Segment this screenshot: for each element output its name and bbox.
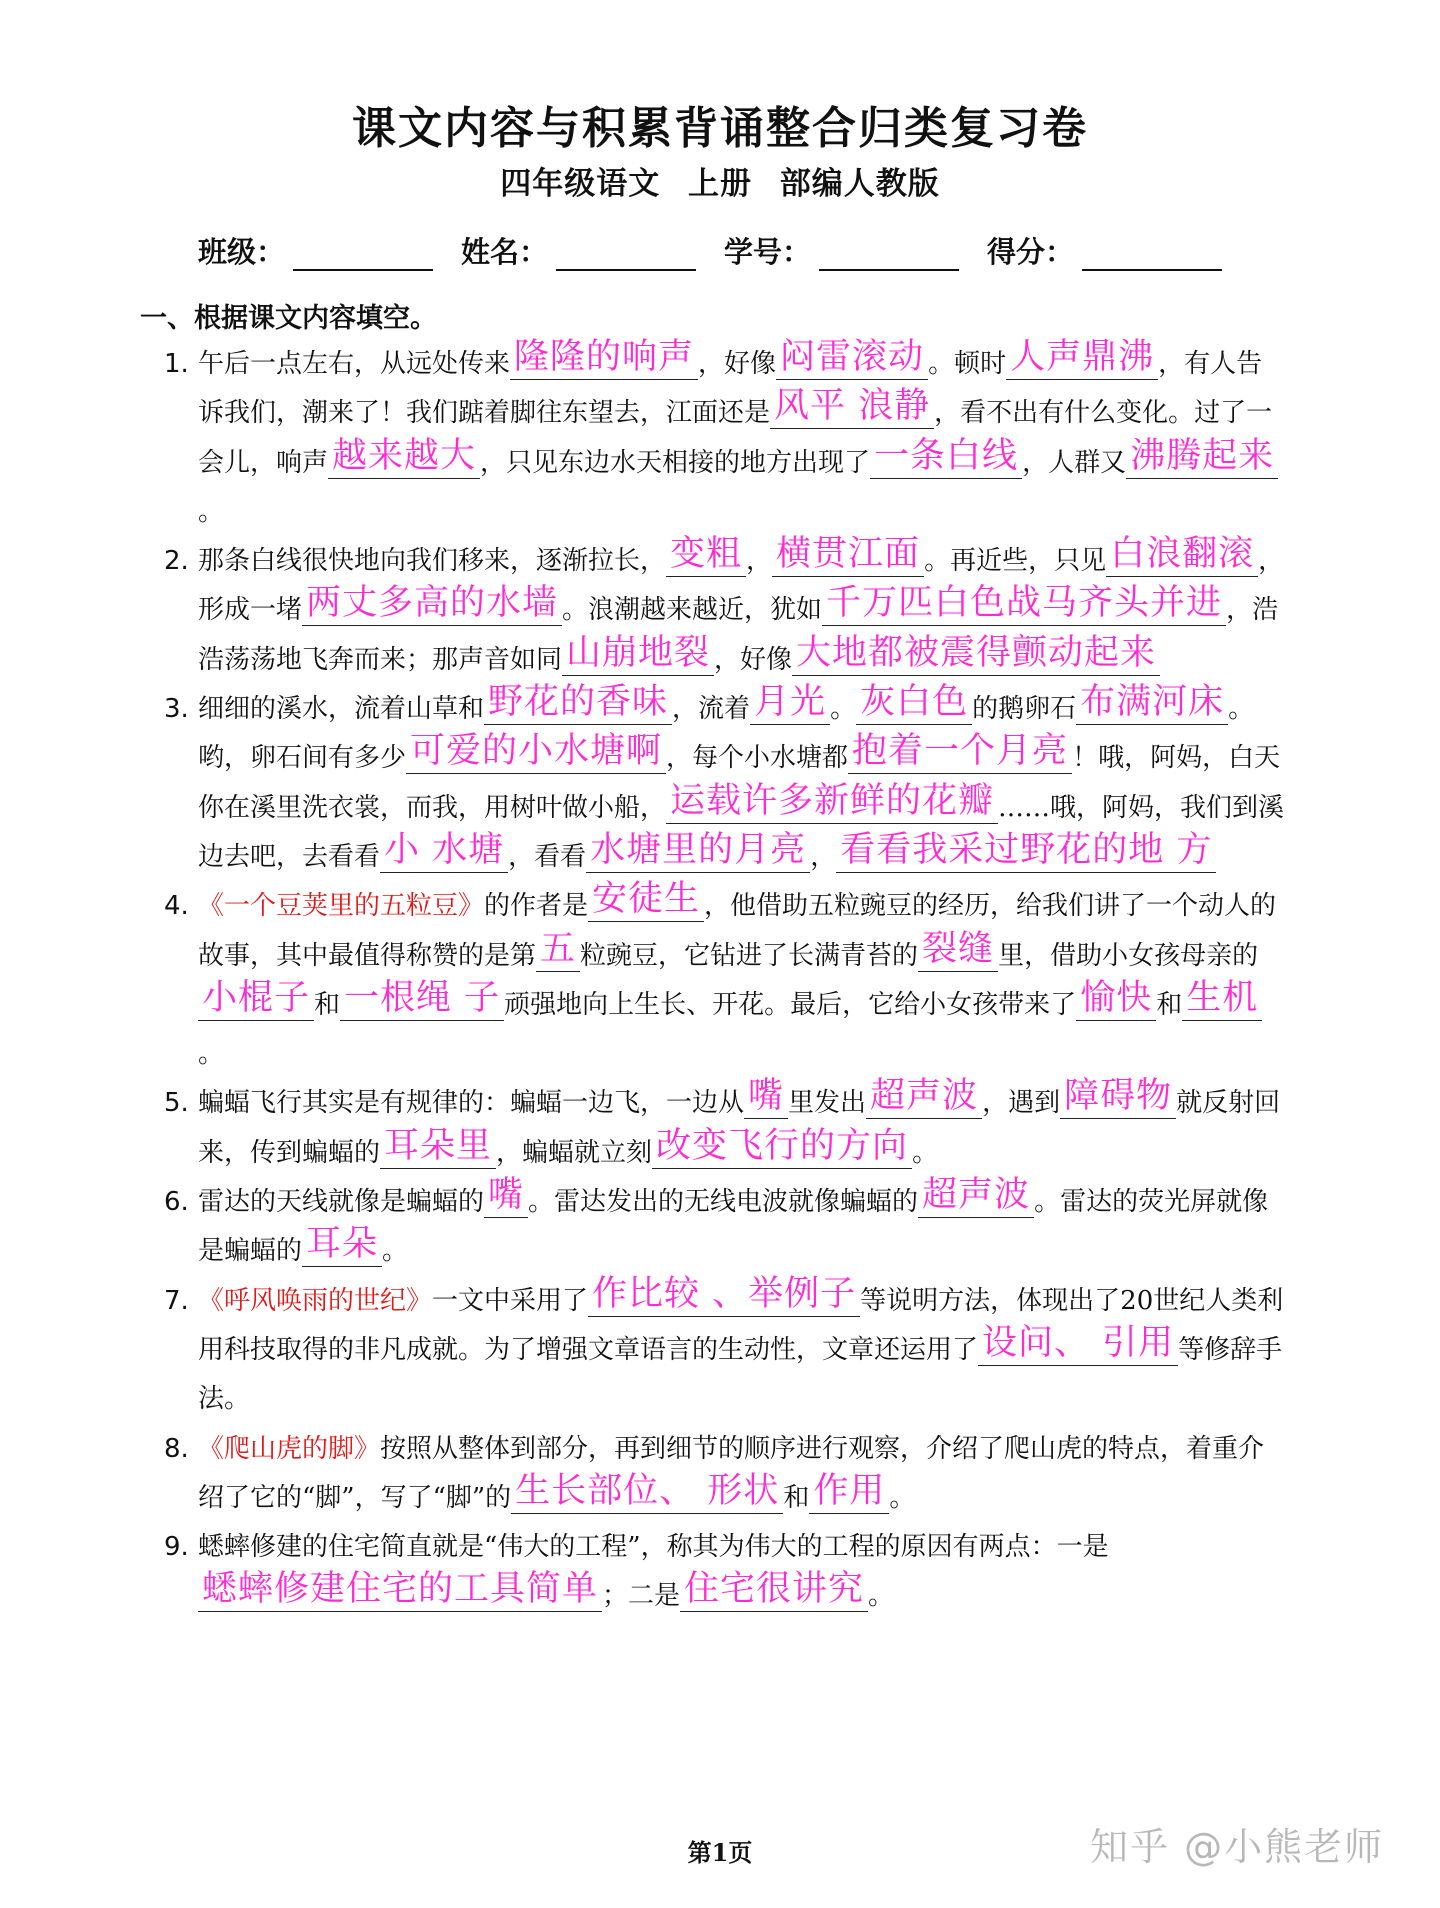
answer-blank[interactable]: [772, 534, 924, 577]
name-label: 姓名：: [461, 235, 549, 269]
score-blank[interactable]: [1082, 239, 1222, 271]
question-text: 等修辞手法。: [198, 1334, 1283, 1415]
answer-blank[interactable]: [809, 1470, 889, 1514]
question-5: [164, 1076, 1288, 1178]
answer-blank[interactable]: [918, 928, 998, 972]
answer-blank[interactable]: [586, 829, 810, 873]
answer-blank[interactable]: [302, 1224, 382, 1267]
question-text: 。: [198, 1039, 225, 1070]
handwritten-answer: 水塘里的月亮: [590, 829, 807, 870]
question-text: ，形成一堵: [198, 546, 1285, 626]
question-text: ，: [810, 841, 837, 872]
section-title: 一、根据课文内容填空。: [140, 303, 437, 334]
answer-blank[interactable]: [588, 879, 704, 922]
handwritten-answer: 抱着一个月亮: [852, 731, 1069, 772]
class-field: [198, 230, 433, 271]
answer-blank[interactable]: [380, 1125, 496, 1169]
id-blank[interactable]: [819, 239, 959, 271]
answer-blank[interactable]: [776, 337, 928, 380]
handwritten-answer: 两丈多高的水墙: [306, 583, 559, 624]
question-text: 里，借助小女孩母亲的: [998, 940, 1259, 971]
handwritten-answer: 可爱的小水塘啊: [410, 731, 663, 772]
handwritten-answer: 山崩地裂: [566, 632, 711, 673]
question-text: ，看不出有什么变化。过了一会儿，响声: [198, 398, 1273, 478]
handwritten-answer: 安徒生: [592, 879, 701, 920]
question-text: 就反射回来，传到蝙蝠的: [198, 1088, 1281, 1168]
answer-blank[interactable]: [652, 1125, 912, 1169]
handwritten-answer: 嘴: [748, 1076, 785, 1117]
answer-blank[interactable]: [848, 731, 1072, 774]
question-6: [164, 1175, 1288, 1277]
question-text: 那条白线很快地向我们移来，逐渐拉长，: [198, 546, 667, 577]
handwritten-answer: 变粗: [670, 534, 743, 575]
question-text: ……哦，阿妈，我们到溪边去吧，去看看: [198, 792, 1285, 872]
question-text: 。雷达发出的无线电波就像蝙蝠的: [528, 1187, 919, 1218]
question-text: 。: [889, 1482, 916, 1513]
handwritten-answer: 闷雷滚动: [780, 337, 925, 377]
question-text: ，浩浩荡荡地飞奔而来；那声音如同: [198, 595, 1279, 675]
page-number: 第1页: [687, 1838, 753, 1867]
answer-blank[interactable]: [744, 1076, 788, 1119]
handwritten-answer: 野花的香味: [488, 682, 669, 723]
handwritten-answer: 越来越大: [332, 435, 477, 476]
handwritten-answer: 运载许多新鲜的花瓣: [670, 780, 995, 821]
question-text: 。再近些，只见: [924, 546, 1107, 577]
handwritten-answer: 一根绳 子: [344, 977, 501, 1018]
watermark: 知乎 @小熊老师: [1090, 1825, 1385, 1869]
answer-blank[interactable]: [484, 682, 672, 725]
answer-blank[interactable]: [680, 1569, 868, 1612]
handwritten-answer: 耳朵里: [384, 1125, 493, 1166]
question-text: 。: [868, 1581, 895, 1612]
answer-blank[interactable]: [870, 435, 1022, 479]
handwritten-answer: 隆隆的响声: [514, 337, 695, 377]
answer-blank[interactable]: [750, 682, 830, 725]
question-text: 按照从整体到部分，再到细节的顺序进行观察，介绍了爬山虎的特点，着重介绍了它的“脚”，写了“脚”的: [198, 1433, 1265, 1513]
name-field: [461, 230, 696, 271]
book-title: 《一个豆荚里的五粒豆》: [198, 891, 485, 922]
handwritten-answer: 生机: [1186, 977, 1259, 1018]
question-number: 6.: [164, 1187, 189, 1218]
question-1: [164, 337, 1288, 537]
question-number: 9.: [164, 1532, 189, 1563]
answer-blank[interactable]: [1182, 977, 1262, 1021]
question-text: 的作者是: [484, 891, 589, 922]
question-text: ，: [746, 546, 773, 577]
question-number: 1.: [164, 349, 189, 379]
question-text: ，好像: [714, 644, 793, 675]
answer-blank[interactable]: [406, 731, 666, 774]
answer-blank[interactable]: [866, 1076, 982, 1119]
answer-blank[interactable]: [536, 928, 580, 972]
answer-blank[interactable]: [918, 1175, 1034, 1218]
question-text: 和: [1156, 989, 1183, 1020]
handwritten-answer: 白浪翻滚: [1110, 534, 1255, 575]
handwritten-answer: 沸腾起来: [1130, 435, 1275, 476]
handwritten-answer: 风平 浪静: [774, 386, 931, 427]
question-number: 7.: [164, 1285, 189, 1316]
answer-blank[interactable]: [340, 977, 504, 1021]
answer-blank[interactable]: [856, 682, 972, 725]
handwritten-answer: 一条白线: [874, 435, 1019, 476]
handwritten-answer: 作用: [813, 1470, 886, 1511]
question-text: ，有人告诉我们，潮来了！我们踮着脚往东望去，江面还是: [198, 349, 1263, 429]
handwritten-answer: 设问、 引用: [982, 1322, 1175, 1363]
answer-blank[interactable]: [302, 583, 562, 626]
question-text: 顽强地向上生长、开花。最后，它给小女孩带来了: [504, 989, 1077, 1020]
score-field: [987, 230, 1222, 271]
answer-blank[interactable]: [562, 632, 714, 676]
question-text: 。哟，卵石间有多少: [198, 694, 1255, 774]
question-text: 的鹅卵石: [972, 694, 1077, 725]
handwritten-answer: 千万匹白色战马齐头并进: [826, 583, 1223, 624]
question-text: 雷达的天线就像是蝙蝠的: [198, 1187, 485, 1218]
answer-blank[interactable]: [510, 337, 698, 380]
handwritten-answer: 作比较 、举例子: [592, 1273, 857, 1314]
question-text: ；二是: [602, 1581, 681, 1612]
handwritten-answer: 蟋蟀修建住宅的工具简单: [202, 1569, 599, 1610]
answer-blank[interactable]: [511, 1470, 783, 1514]
book-title: 《爬山虎的脚》: [198, 1433, 381, 1464]
question-4: [164, 879, 1288, 1079]
answer-blank[interactable]: [1076, 682, 1228, 725]
question-text: 。: [198, 496, 225, 527]
book-title: 《呼风唤雨的世纪》: [198, 1285, 433, 1316]
page-subtitle: 四年级语文 上册 部编人教版: [500, 166, 940, 202]
handwritten-answer: 小 水塘: [384, 829, 505, 870]
question-2: [164, 534, 1288, 685]
answer-blank[interactable]: [380, 829, 508, 873]
handwritten-answer: 愉快: [1080, 977, 1153, 1018]
class-blank[interactable]: [293, 239, 433, 271]
handwritten-answer: 超声波: [870, 1076, 979, 1117]
handwritten-answer: 障碍物: [1064, 1076, 1173, 1117]
question-text: 和: [783, 1482, 810, 1513]
answer-blank[interactable]: [978, 1322, 1178, 1366]
question-text: 一文中采用了: [432, 1285, 589, 1316]
handwritten-answer: 人声鼎沸: [1010, 337, 1155, 377]
answer-blank[interactable]: [770, 386, 934, 429]
answer-blank[interactable]: [1060, 1076, 1176, 1119]
answer-blank[interactable]: [198, 977, 314, 1021]
answer-blank[interactable]: [822, 583, 1226, 626]
handwritten-answer: 嘴: [488, 1175, 525, 1216]
question-text: ，蝙蝠就立刻: [496, 1137, 653, 1168]
answer-blank[interactable]: [666, 534, 746, 577]
question-7: [164, 1273, 1288, 1425]
question-text: ，他借助五粒豌豆的经历，给我们讲了一个动人的故事，其中最值得称赞的是第: [198, 891, 1277, 971]
handwritten-answer: 裂缝: [922, 928, 995, 969]
handwritten-answer: 超声波: [922, 1175, 1031, 1216]
question-text: ，遇到: [982, 1088, 1061, 1119]
handwritten-answer: 五: [540, 928, 577, 969]
handwritten-answer: 布满河床: [1080, 682, 1225, 723]
question-text: ，看看: [508, 841, 587, 872]
question-number: 3.: [164, 694, 189, 725]
question-text: 。: [830, 694, 857, 725]
handwritten-answer: 灰白色: [860, 682, 969, 723]
name-blank[interactable]: [556, 239, 696, 271]
question-text: 细细的溪水，流着山草和: [198, 694, 485, 725]
question-number: 5.: [164, 1088, 189, 1119]
handwritten-answer: 改变飞行的方向: [656, 1125, 909, 1166]
answer-blank[interactable]: [588, 1273, 860, 1317]
answer-blank[interactable]: [484, 1175, 528, 1218]
question-text: 午后一点左右，从远处传来: [198, 349, 511, 379]
question-text: 蟋蟀修建的住宅简直就是“伟大的工程”，称其为伟大的工程的原因有两点：一是: [198, 1532, 1109, 1563]
score-label: 得分：: [987, 235, 1075, 269]
answer-blank[interactable]: [792, 632, 1160, 676]
question-text: 。: [382, 1236, 409, 1267]
question-text: 。: [912, 1137, 939, 1168]
answer-blank[interactable]: [666, 780, 998, 824]
answer-blank[interactable]: [1006, 337, 1158, 380]
handwritten-answer: 看看我采过野花的地 方: [840, 829, 1213, 870]
handwritten-answer: 住宅很讲究: [684, 1569, 865, 1610]
answer-blank[interactable]: [328, 435, 480, 479]
handwritten-answer: 耳朵: [306, 1224, 379, 1265]
id-label: 学号：: [724, 235, 812, 269]
question-text: ！哦，阿妈，白天你在溪里洗衣裳，而我，用树叶做小船，: [198, 743, 1281, 823]
handwritten-answer: 月光: [754, 682, 827, 723]
question-text: ，好像: [698, 349, 777, 379]
question-list: [164, 337, 1288, 1622]
handwritten-answer: 大地都被震得颤动起来: [796, 632, 1157, 673]
question-text: 。雷达的荧光屏就像是蝙蝠的: [198, 1187, 1269, 1267]
question-8: [164, 1425, 1288, 1524]
id-field: [724, 230, 959, 271]
page-title: 课文内容与积累背诵整合归类复习卷: [352, 103, 1088, 154]
question-number: 4.: [164, 891, 189, 922]
question-text: ，人群又: [1022, 447, 1127, 478]
handwritten-answer: 生长部位、 形状: [515, 1470, 780, 1511]
answer-blank[interactable]: [198, 1569, 602, 1612]
answer-blank[interactable]: [1126, 435, 1278, 479]
question-text: 粒豌豆，它钻进了长满青苔的: [580, 940, 919, 971]
class-label: 班级：: [198, 235, 286, 269]
student-info-line: [198, 230, 1298, 271]
question-text: 。浪潮越来越近，犹如: [562, 595, 823, 626]
question-9: [164, 1523, 1288, 1622]
question-text: 。顿时: [928, 349, 1007, 379]
handwritten-answer: 横贯江面: [776, 534, 921, 575]
answer-blank[interactable]: [1106, 534, 1258, 577]
question-text: 等说明方法，体现出了20世纪人类利用科技取得的非凡成就。为了增强文章语言的生动性，文章还运用了: [198, 1285, 1284, 1365]
question-text: ，每个小水塘都: [666, 743, 849, 774]
question-text: 和: [314, 989, 341, 1020]
handwritten-answer: 小棍子: [202, 977, 311, 1018]
question-text: 蝙蝠飞行其实是有规律的：蝙蝠一边飞，一边从: [198, 1088, 745, 1119]
question-3: [164, 682, 1288, 882]
question-text: ，只见东边水天相接的地方出现了: [480, 447, 871, 478]
question-text: ，流着: [672, 694, 751, 725]
answer-blank[interactable]: [836, 829, 1216, 873]
answer-blank[interactable]: [1076, 977, 1156, 1021]
question-number: 2.: [164, 546, 189, 577]
question-number: 8.: [164, 1433, 189, 1464]
question-text: 里发出: [788, 1088, 867, 1119]
